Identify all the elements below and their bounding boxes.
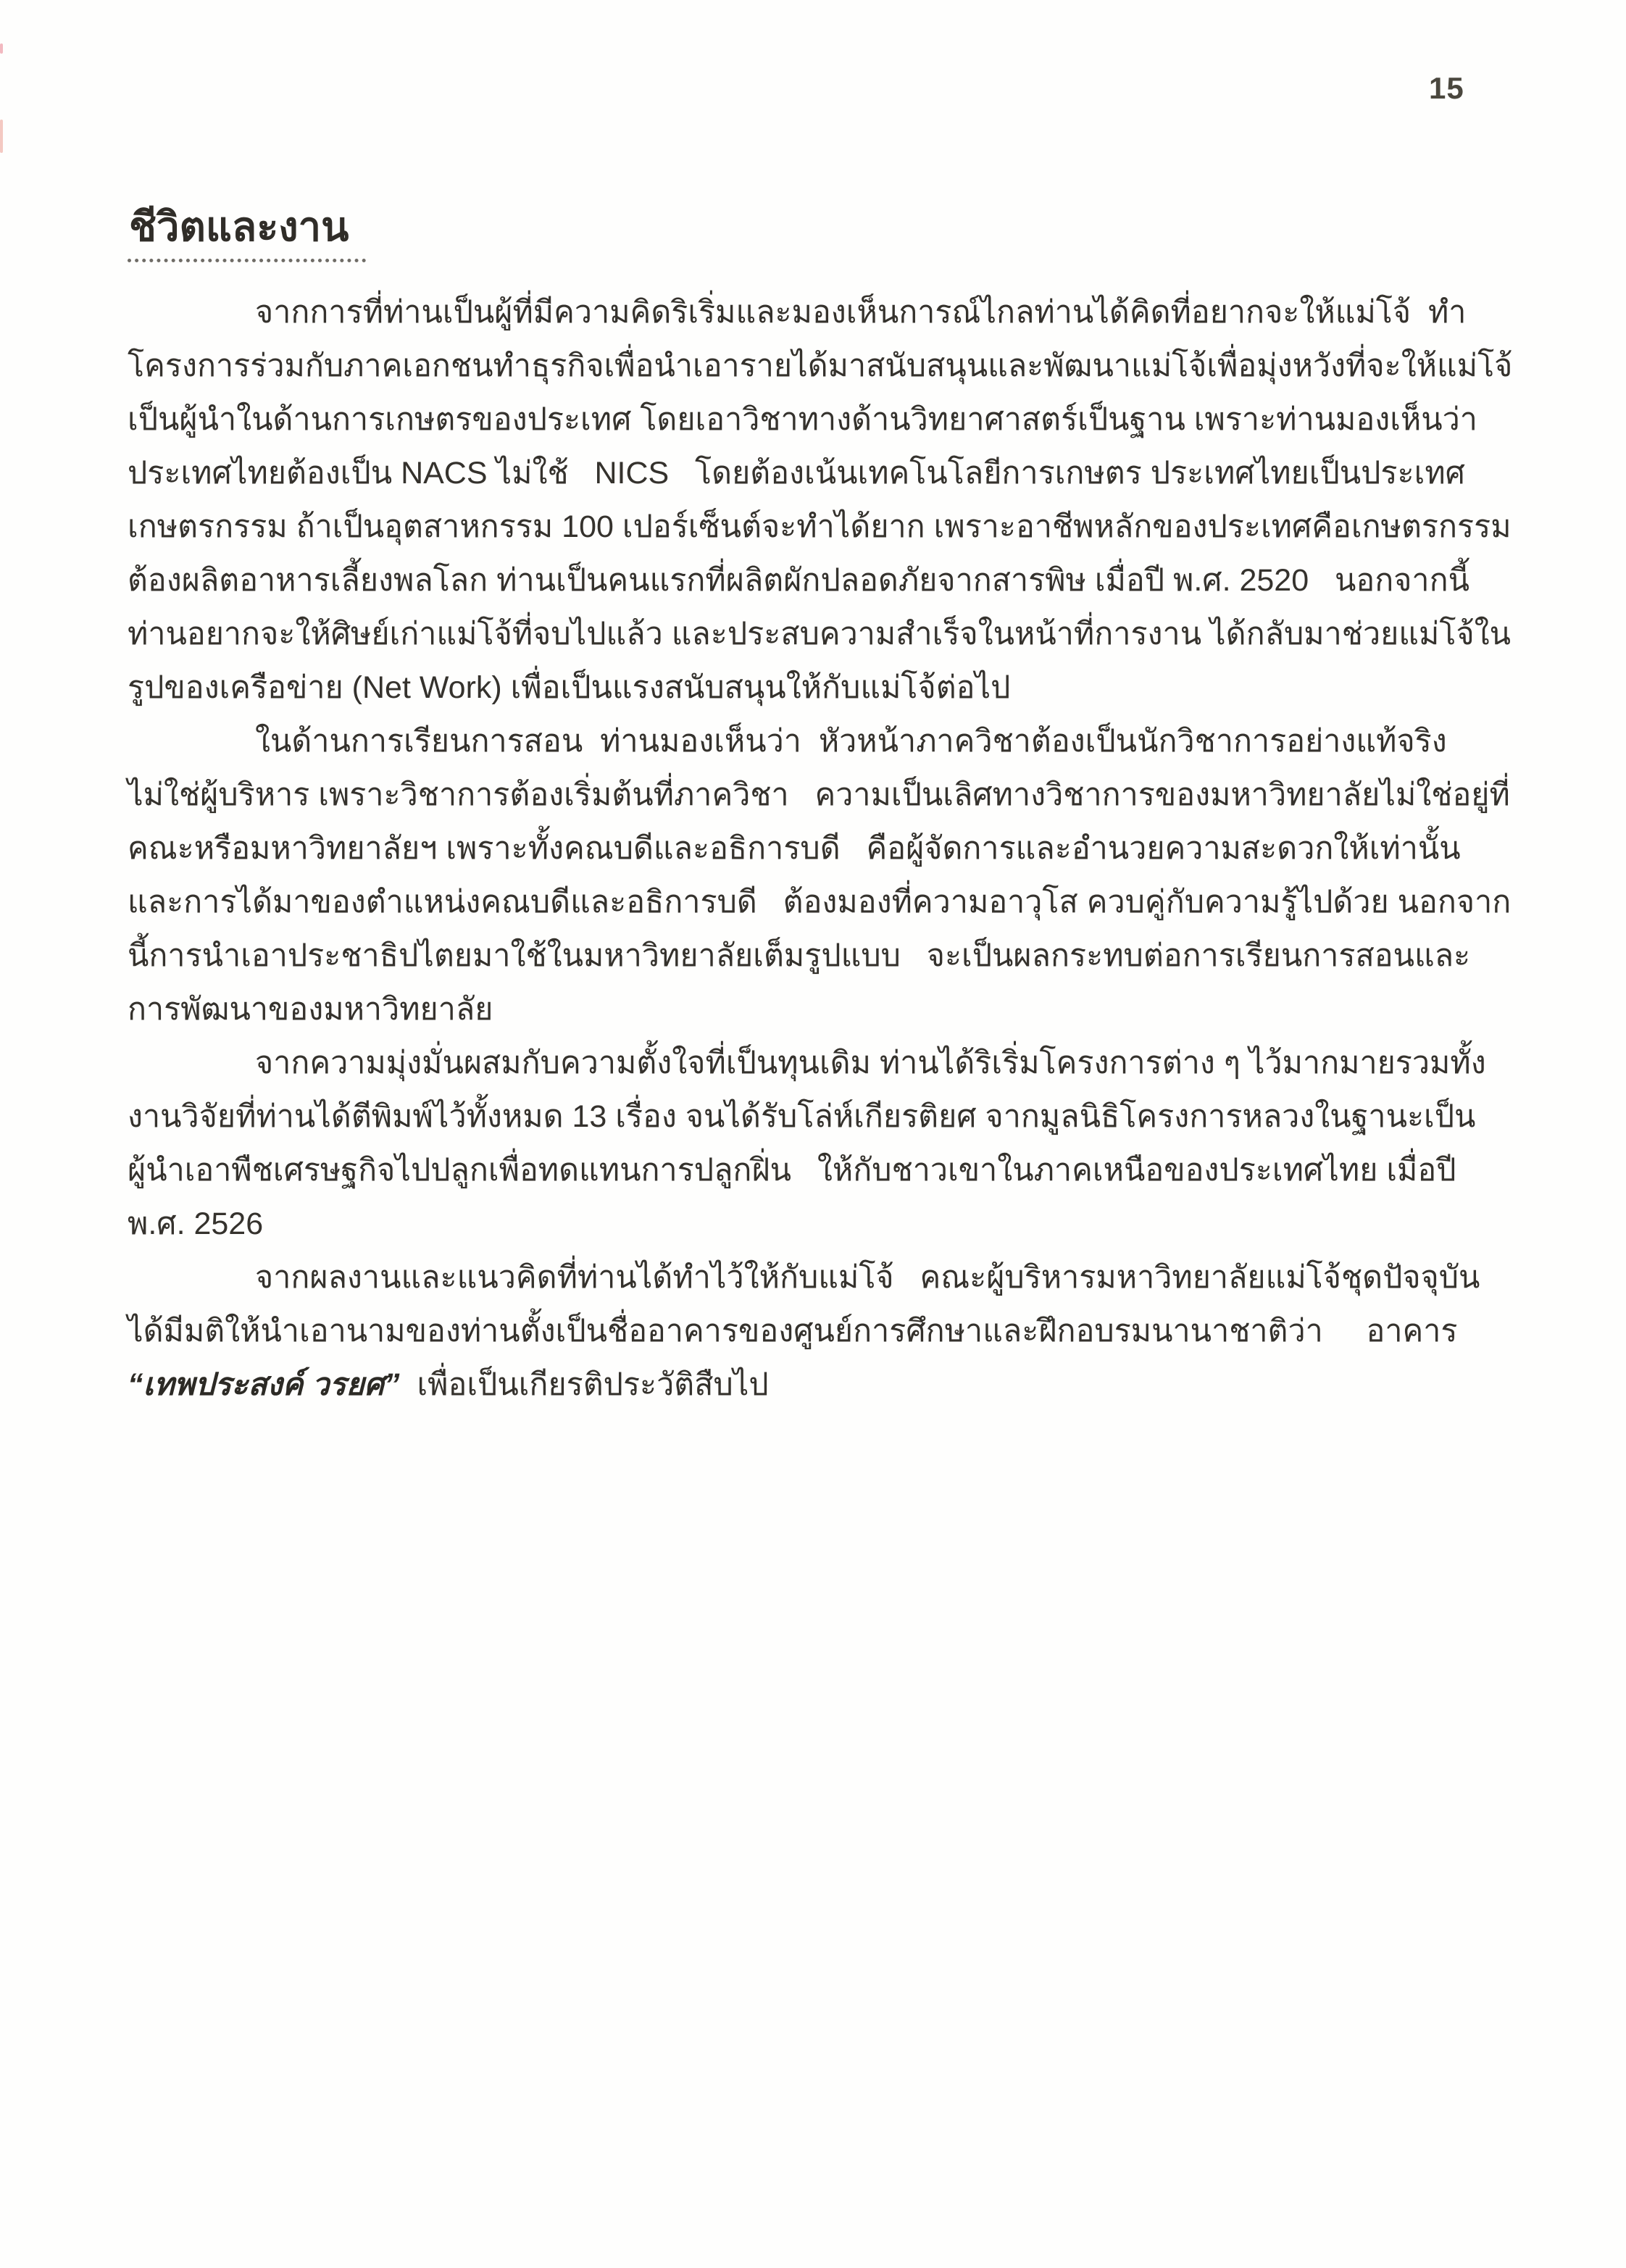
text-line: การพัฒนาของมหาวิทยาลัย: [128, 992, 493, 1027]
building-name-emphasis: “เทพประสงค์ วรยศ”: [128, 1367, 400, 1402]
text-line: ไม่ใช่ผู้บริหาร เพราะวิชาการต้องเริ่มต้นที่ภาควิชา ความเป็นเลิศทางวิชาการของมหาวิทยาลัยไม่ใช่อยู่ที่: [128, 777, 1510, 812]
text-line: เกษตรกรรม ถ้าเป็นอุตสาหกรรม 100 เปอร์เซ็นต์จะทำได้ยาก เพราะอาชีพหลักของประเทศคือเกษตรกรรม: [128, 509, 1512, 544]
section-heading: ชีวิตและงาน: [128, 205, 366, 262]
text-line: งานวิจัยที่ท่านได้ตีพิมพ์ไว้ทั้งหมด 13 เรื่อง จนได้รับโล่ห์เกียรติยศ จากมูลนิธิโครงการหลวงในฐานะเป็น: [128, 1099, 1476, 1134]
text-line: โครงการร่วมกับภาคเอกชนทำธุรกิจเพื่อนำเอารายได้มาสนับสนุนและพัฒนาแม่โจ้เพื่อมุ่งหวังที่จะให้แม่โจ้: [128, 349, 1513, 383]
text-line: คณะหรือมหาวิทยาลัยฯ เพราะทั้งคณบดีและอธิการบดี คือผู้จัดการและอำนวยความสะดวกให้เท่านั้น: [128, 831, 1461, 866]
text-line: เป็นผู้นำในด้านการเกษตรของประเทศ โดยเอาวิชาทางด้านวิทยาศาสตร์เป็นฐาน เพราะท่านมองเห็นว่า: [128, 402, 1477, 437]
text-line: ท่านอยากจะให้ศิษย์เก่าแม่โจ้ที่จบไปแล้ว และประสบความสำเร็จในหน้าที่การงาน ได้กลับมาช่วยแม่โจ้ใน: [128, 617, 1512, 651]
page-number: 15: [1429, 71, 1464, 105]
text-line: ผู้นำเอาพืชเศรษฐกิจไปปลูกเพื่อทดแทนการปลูกฝิ่น ให้กับชาวเขาในภาคเหนือของประเทศไทย เมื่อปี: [128, 1153, 1456, 1188]
text-line: ในด้านการเรียนการสอน ท่านมองเห็นว่า หัวหน้าภาควิชาต้องเป็นนักวิชาการอย่างแท้จริง: [255, 724, 1447, 759]
text-line: ประเทศไทยต้องเป็น NACS ไม่ใช้ NICS โดยต้องเน้นเทคโนโลยีการเกษตร ประเทศไทยเป็นประเทศ: [128, 456, 1465, 491]
text-line: จากผลงานและแนวคิดที่ท่านได้ทำไว้ให้กับแม่โจ้ คณะผู้บริหารมหาวิทยาลัยแม่โจ้ชุดปัจจุบัน: [255, 1260, 1480, 1295]
paragraph-1: [128, 285, 1513, 714]
paragraph-4: [128, 1251, 1490, 1412]
text-line: นี้การนำเอาประชาธิปไตยมาใช้ในมหาวิทยาลัยเต็มรูปแบบ จะเป็นผลกระทบต่อการเรียนการสอนและ: [128, 938, 1471, 973]
text-line: ได้มีมติให้นำเอานามของท่านตั้งเป็นชื่ออาคารของศูนย์การศึกษาและฝึกอบรมนานาชาติว่า อาคาร: [128, 1314, 1458, 1348]
scan-artifact: [0, 120, 3, 153]
text-line: จากความมุ่งมั่นผสมกับความตั้งใจที่เป็นทุนเดิม ท่านได้ริเริ่มโครงการต่าง ๆ ไว้มากมายรวมทั้ง: [255, 1046, 1486, 1080]
text-line: และการได้มาของตำแหน่งคณบดีและอธิการบดี ต้องมองที่ความอาวุโส ควบคู่กับความรู้ไปด้วย นอกจาก: [128, 885, 1512, 920]
text-line: จากการที่ท่านเป็นผู้ที่มีความคิดริเริ่มและมองเห็นการณ์ไกลท่านได้คิดที่อยากจะให้แม่โจ้ ทำ: [255, 295, 1467, 330]
text-line: พ.ศ. 2526: [128, 1206, 264, 1241]
paragraph-3: [128, 1036, 1490, 1251]
text-line-building-name: [128, 1358, 1490, 1412]
text-line: รูปของเครือข่าย (Net Work) เพื่อเป็นแรงสนับสนุนให้กับแม่โจ้ต่อไป: [128, 670, 1011, 705]
body-text: [128, 285, 1513, 1412]
final-line-rest: เพื่อเป็นเกียรติประวัติสืบไป: [399, 1367, 769, 1402]
text-line: ต้องผลิตอาหารเลี้ยงพลโลก ท่านเป็นคนแรกที่ผลิตผักปลอดภัยจากสารพิษ เมื่อปี พ.ศ. 2520 นอกจากนี้: [128, 563, 1470, 598]
scan-artifact: [0, 43, 3, 54]
paragraph-2: [128, 714, 1512, 1036]
